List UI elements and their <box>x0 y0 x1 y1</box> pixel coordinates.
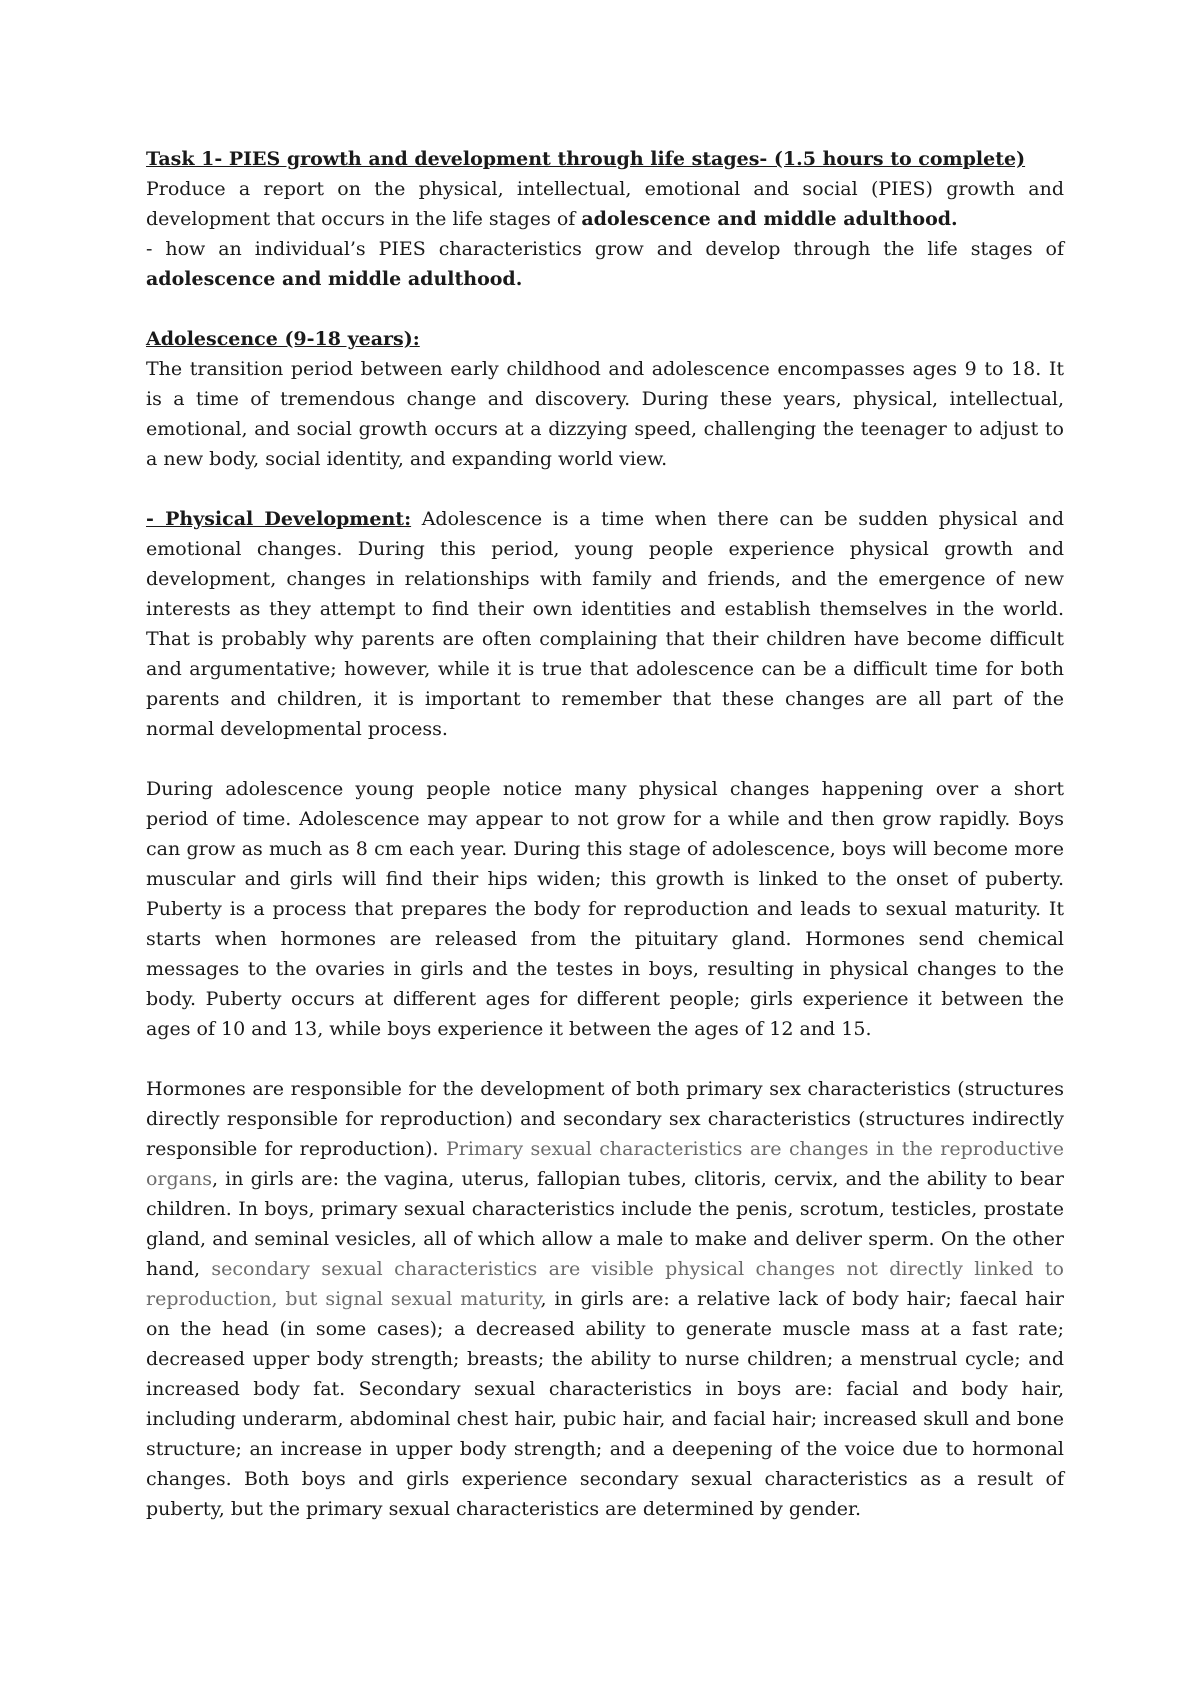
hormones-text-3: , in girls are: the vagina, uterus, fallopian tubes, clitoris, cervix, and the ability to bear children. In boys, primary sexual characteristics include the penis, scrotum, testicles, prostate gland, and seminal vesicles, all of which allow a male to make and deliver sperm. On the other hand, <box>146 1168 1064 1280</box>
spacer <box>146 294 1064 324</box>
physical-development-paragraph <box>146 504 1064 744</box>
task-bullet <box>146 234 1064 294</box>
hormones-text-2: Primary sexual characteristics are changes in the reproductive organs <box>146 1138 1064 1190</box>
task-bullet-text: - how an individual’s PIES characteristics grow and develop through the life stages of <box>146 238 1064 260</box>
physical-development-text: Adolescence is a time when there can be sudden physical and emotional changes. During this period, young people experience physical growth and development, changes in relationships with family and friends, and the emergence of new interests as they attempt to find their own identities and establish themselves in the world. That is probably why parents are often complaining that their children have become difficult and argumentative; however, while it is true that adolescence can be a difficult time for both parents and children, it is important to remember that these changes are all part of the normal developmental process. <box>146 508 1064 740</box>
task-title <box>146 144 1064 174</box>
adolescence-heading-text: Adolescence (9-18 years): <box>146 328 420 350</box>
adolescence-heading <box>146 324 1064 354</box>
spacer <box>146 1044 1064 1074</box>
adolescence-intro: The transition period between early childhood and adolescence encompasses ages 9 to 18. It is a time of tremendous change and discovery. During these years, physical, intellectual, emotional, and social growth occurs at a dizzying speed, challenging the teenager to adjust to a new body, social identity, and expanding world view. <box>146 358 1064 470</box>
hormones-paragraph <box>146 1074 1064 1524</box>
task-title-text: Task 1- PIES growth and development through life stages- (1.5 hours to complete) <box>146 148 1026 170</box>
task-intro-bold: adolescence and middle adulthood. <box>581 208 958 230</box>
physical-changes-paragraph: During adolescence young people notice many physical changes happening over a short period of time. Adolescence may appear to not grow for a while and then grow rapidly. Boys can grow as much as 8 cm each year. During this stage of adolescence, boys will become more muscular and girls will find their hips widen; this growth is linked to the onset of puberty. Puberty is a process that prepares the body for reproduction and leads to sexual maturity. It starts when hormones are released from the pituitary gland. Hormones send chemical messages to the ovaries in girls and the testes in boys, resulting in physical changes to the body. Puberty occurs at different ages for different people; girls experience it between the ages of 10 and 13, while boys experience it between the ages of 12 and 15. <box>146 778 1064 1040</box>
hormones-text-4: secondary sexual characteristics are visible physical changes not directly linked to reproduction, but signal sexual maturity <box>146 1258 1065 1310</box>
hormones-text-5: , in girls are: a relative lack of body hair; faecal hair on the head (in some cases); a decreased ability to generate muscle mass at a fast rate; decreased upper body strength; breasts; the ability to nurse children; a menstrual cycle; and increased body fat. Secondary sexual characteristics in boys are: facial and body hair, including underarm, abdominal chest hair, pubic hair, and facial hair; increased skull and bone structure; an increase in upper body strength; and a deepening of the voice due to hormonal changes. Both boys and girls experience secondary sexual characteristics as a result of puberty, but the primary sexual characteristics are determined by gender. <box>146 1288 1064 1520</box>
spacer <box>146 474 1064 504</box>
task-intro-text: Produce a report on the physical, intellectual, emotional and social (PIES) growth and development that occurs in the life stages of <box>146 178 1064 230</box>
task-intro <box>146 174 1064 234</box>
spacer <box>146 744 1064 774</box>
hormones-text-1: Hormones are responsible for the development of both primary sex characteristics (structures directly responsible for reproduction) and secondary sex characteristics (structures indirectly responsible for reproduction). <box>146 1078 1064 1160</box>
physical-development-heading: - Physical Development: <box>146 508 412 530</box>
task-bullet-bold: adolescence and middle adulthood. <box>146 268 523 290</box>
document-page <box>146 144 1064 1524</box>
